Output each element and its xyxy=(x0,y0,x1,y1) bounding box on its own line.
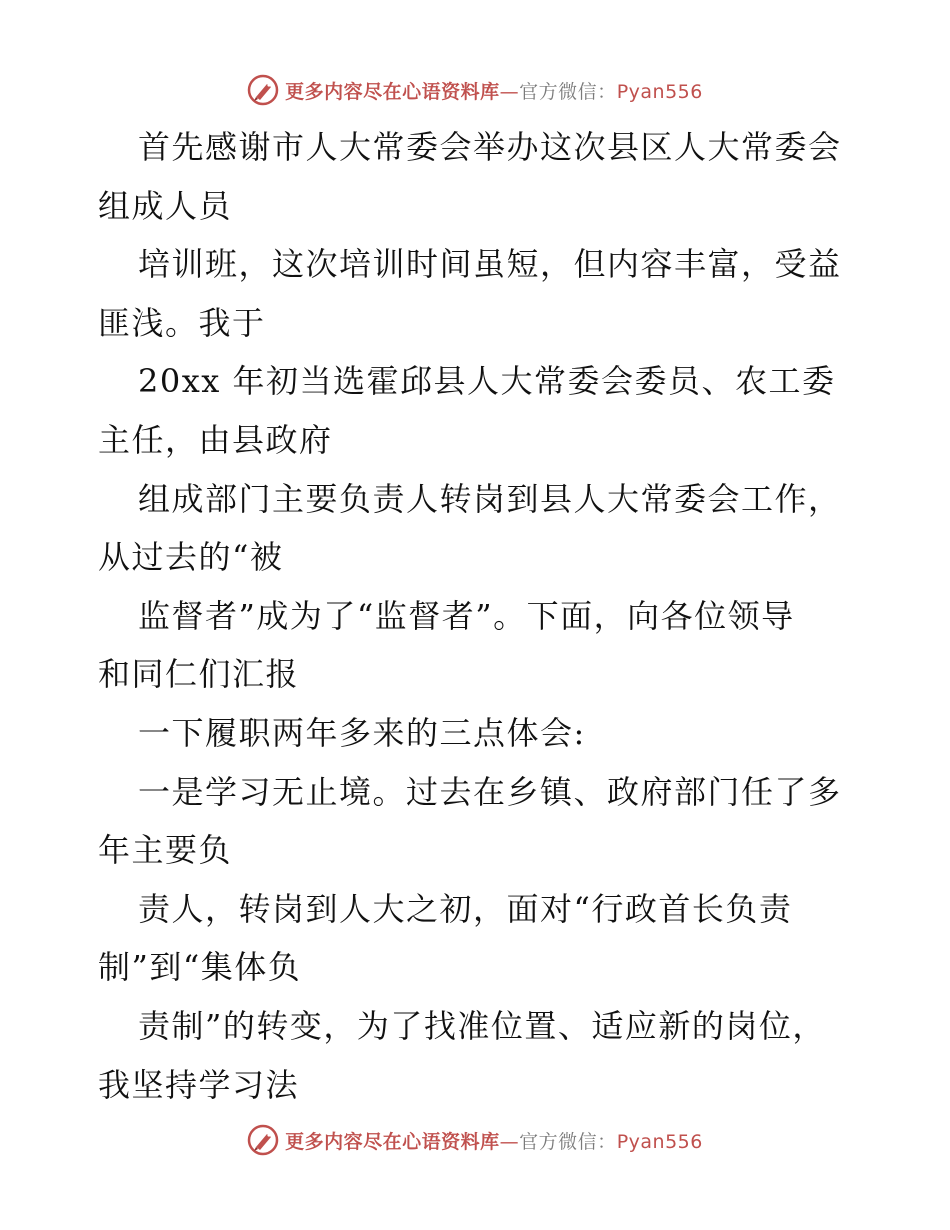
body-line: 责人，转岗到人大之初，面对“行政首长负责 xyxy=(138,889,793,928)
body-line: 制”到“集体负 xyxy=(98,948,302,987)
body-line: 责制”的转变，为了找准位置、适应新的岗位， xyxy=(138,1006,826,1045)
watermark-brand: 更多内容尽在心语资料库 xyxy=(285,1130,500,1153)
body-line: 20xx 年初当选霍邱县人大常委会委员、农工委 xyxy=(138,362,836,401)
body-line: 组成部门主要负责人转岗到县人大常委会工作， xyxy=(138,479,842,518)
watermark-wechat-id: Pyan556 xyxy=(616,1130,703,1153)
watermark-wechat-label: 官方微信： xyxy=(519,80,617,103)
body-line: 匪浅。我于 xyxy=(98,303,266,342)
watermark-separator: — xyxy=(499,1130,520,1153)
pen-logo-icon xyxy=(247,1124,279,1156)
pen-logo-icon xyxy=(247,74,279,106)
body-line: 监督者”成为了“监督者”。下面，向各位领导 xyxy=(138,596,795,635)
watermark-wechat-id: Pyan556 xyxy=(616,80,703,103)
watermark-separator: — xyxy=(499,80,520,103)
body-line: 我坚持学习法 xyxy=(98,1065,300,1104)
footer-watermark xyxy=(0,1120,950,1160)
body-line: 组成人员 xyxy=(98,186,233,225)
body-line: 一下履职两年多来的三点体会: xyxy=(138,713,586,752)
body-line: 首先感谢市人大常委会举办这次县区人大常委会 xyxy=(138,128,842,166)
document-body xyxy=(98,118,858,1114)
watermark-brand: 更多内容尽在心语资料库 xyxy=(285,80,500,103)
body-line: 和同仁们汇报 xyxy=(98,655,300,694)
header-watermark xyxy=(0,70,950,110)
watermark-wechat-label: 官方微信： xyxy=(519,1130,617,1153)
body-line: 年主要负 xyxy=(98,831,233,870)
body-line: 一是学习无止境。过去在乡镇、政府部门任了多 xyxy=(138,772,842,811)
body-line: 从过去的“被 xyxy=(98,538,284,577)
body-line: 培训班，这次培训时间虽短，但内容丰富，受益 xyxy=(138,245,842,284)
body-line: 主任，由县政府 xyxy=(98,420,333,459)
